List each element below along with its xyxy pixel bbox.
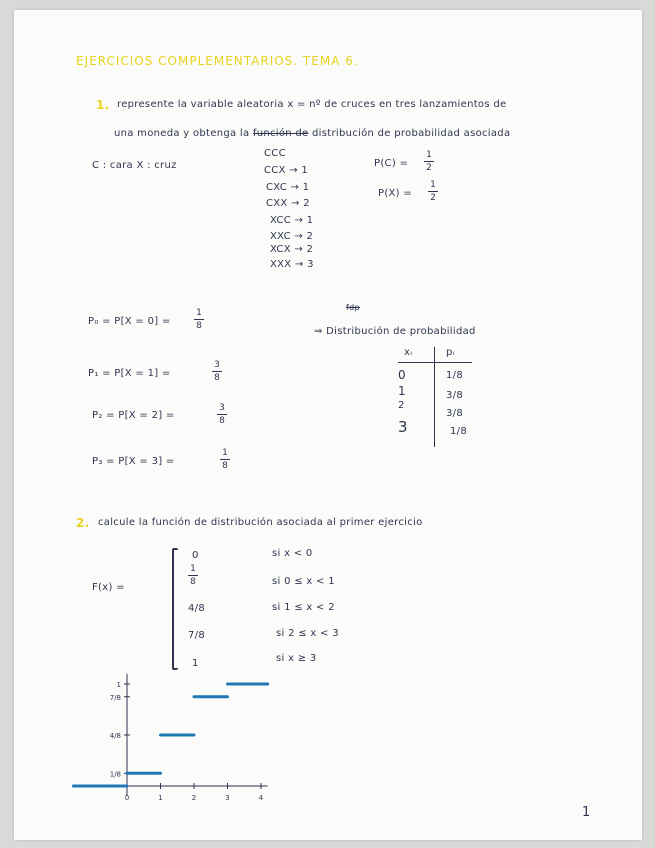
p0-expression: P₀ = P[X = 0] =: [88, 316, 171, 327]
x-tick-label-3: 3: [225, 794, 230, 802]
p3-expression: P₃ = P[X = 3] =: [92, 456, 175, 467]
y-tick-label-3: 1: [116, 681, 121, 689]
case-4-condition: si x ≥ 3: [276, 653, 317, 664]
outcome-4: XCC → 1: [270, 215, 314, 226]
y-tick-label-2: 7/8: [109, 693, 121, 702]
page-title: EJERCICIOS COMPLEMENTARIOS. TEMA 6.: [76, 54, 359, 68]
case-0-condition: si x < 0: [272, 548, 313, 559]
table-p-3: 1/8: [450, 426, 467, 437]
fraction-numerator: 1: [426, 150, 432, 160]
cdf-step-chart: [14, 10, 642, 840]
exercise-2-number: 2.: [76, 516, 90, 530]
y-tick-label-0: 1/8: [109, 770, 121, 779]
fraction-numerator: 3: [219, 403, 225, 413]
statement-line2-b: distribución de probabilidad asociada: [312, 128, 511, 139]
fraction-denominator: 2: [426, 163, 432, 173]
outcome-6: XCX → 2: [270, 244, 314, 255]
prob-cara-label: P(C) =: [374, 158, 409, 169]
coin-legend: C : cara X : cruz: [92, 160, 177, 171]
table-header-p: pᵢ: [446, 347, 455, 358]
case-3-condition: si 2 ≤ x < 3: [276, 628, 339, 639]
fraction-denominator: 8: [222, 461, 228, 471]
table-x-1: 1: [398, 384, 406, 398]
distribution-title: ⇒ Distribución de probabilidad: [314, 326, 476, 337]
fraction-numerator: 1: [190, 564, 196, 574]
case-2-value: 4/8: [188, 603, 205, 614]
fraction-numerator: 1: [196, 308, 202, 318]
x-tick-label-2: 2: [191, 794, 197, 802]
outcome-1: CCX → 1: [264, 165, 309, 176]
table-header-x: xᵢ: [404, 347, 413, 358]
fraction-denominator: 8: [219, 416, 225, 426]
p1-expression: P₁ = P[X = 1] =: [88, 368, 171, 379]
notebook-page: [14, 10, 642, 840]
outcome-0: CCC: [264, 148, 286, 159]
exercise-1-number: 1.: [96, 98, 110, 112]
outcome-2: CXC → 1: [266, 182, 310, 193]
fraction-numerator: 1: [222, 448, 228, 458]
p2-expression: P₂ = P[X = 2] =: [92, 410, 175, 421]
fraction-denominator: 2: [430, 193, 436, 203]
x-tick-label-4: 4: [258, 794, 264, 802]
exercise-2-statement: calcule la función de distribución asociada al primer ejercicio: [98, 517, 423, 528]
outcome-5: XXC → 2: [270, 231, 314, 242]
case-0-value: 0: [192, 550, 199, 561]
case-2-condition: si 1 ≤ x < 2: [272, 602, 335, 613]
fraction-denominator: 8: [196, 321, 202, 331]
case-1-condition: si 0 ≤ x < 1: [272, 576, 335, 587]
fraction-numerator: 3: [214, 360, 220, 370]
exercise-1-statement-line1: represente la variable aleatoria x = nº de cruces en tres lanzamientos de: [117, 99, 507, 110]
table-x-2: 2: [398, 400, 405, 411]
statement-line2-a: una moneda y obtenga la: [114, 128, 250, 139]
prob-cruz-label: P(X) =: [378, 188, 413, 199]
table-p-2: 3/8: [446, 408, 463, 419]
page-number: 1: [582, 805, 591, 820]
table-x-0: 0: [398, 368, 406, 382]
table-p-0: 1/8: [446, 370, 463, 381]
x-tick-label-1: 1: [158, 794, 163, 802]
x-tick-label-0: 0: [124, 794, 130, 802]
fx-label: F(x) =: [92, 582, 125, 593]
case-3-value: 7/8: [188, 630, 205, 641]
case-4-value: 1: [192, 658, 199, 669]
y-tick-label-1: 4/8: [109, 732, 121, 740]
fraction-denominator: 8: [190, 577, 196, 587]
fraction-denominator: 8: [214, 373, 220, 383]
outcome-7: XXX → 3: [270, 259, 314, 270]
outcome-3: CXX → 2: [266, 198, 310, 209]
fraction-numerator: 1: [430, 180, 436, 190]
struck-small-text: fdp: [346, 303, 360, 312]
table-x-3: 3: [398, 418, 408, 436]
table-p-1: 3/8: [446, 390, 463, 401]
struck-text: función de: [252, 128, 309, 139]
